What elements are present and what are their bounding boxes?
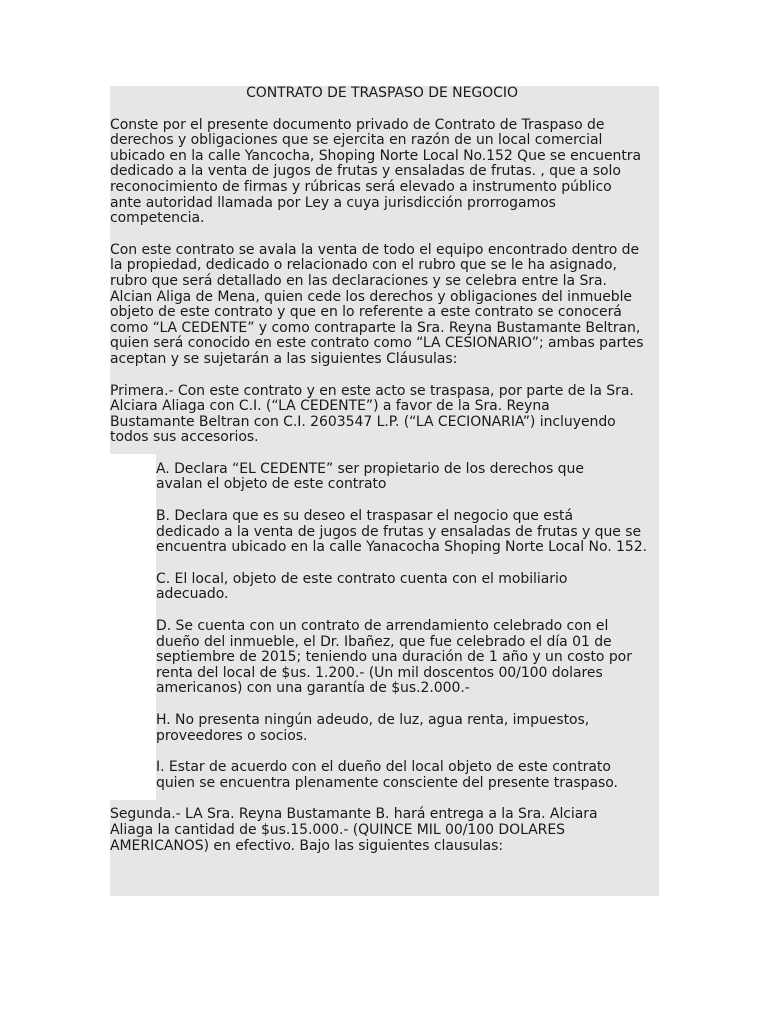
document-body bbox=[110, 86, 664, 870]
list-item: D. Se cuenta con un contrato de arrendamiento celebrado con el dueño del inmueble, el Dr. Ibañez, que fue celebrado el día 01 de septiembre de 2015; teniendo una duración de 1 año y un costo por renta del local de $us. 1.200.- (Un mil doscentos 00/100 dolares americanos) con una garantía de $us.2.000.- bbox=[156, 618, 632, 697]
intro-paragraph: Conste por el presente documento privado de Contrato de Traspaso de derechos y obligaciones que se ejercita en razón de un local comercial ubicado en la calle Yancocha, Shoping Norte Local No.152 Que se encuentra dedicado a la venta de jugos de frutas y ensaladas de frutas. , que a solo reconocimiento de firmas y rúbricas será elevado a instrumento público ante autoridad llamada por Ley a cuya jurisdicción prorrogamos competencia. bbox=[110, 116, 642, 227]
list-item: C. El local, objeto de este contrato cuenta con el mobiliario adecuado. bbox=[156, 570, 568, 603]
document-title: CONTRATO DE TRASPASO DE NEGOCIO bbox=[246, 85, 518, 101]
list-item: A. Declara “EL CEDENTE” ser propietario de los derechos que avalan el objeto de este contrato bbox=[156, 460, 584, 493]
list-item: B. Declara que es su deseo el traspasar el negocio que está dedicado a la venta de jugos de frutas y ensaladas de frutas y que se encuentra ubicado en la calle Yanacocha Shoping Norte Local No. 152. bbox=[156, 508, 647, 556]
list-item: I. Estar de acuerdo con el dueño del local objeto de este contrato quien se encuentra plenamente consciente del presente traspaso. bbox=[156, 759, 618, 791]
declarations-list bbox=[110, 462, 664, 792]
clause-segunda: Segunda.- LA Sra. Reyna Bustamante B. hará entrega a la Sra. Alciara Aliaga la cantidad de $us.15.000.- (QUINCE MIL 00/100 DOLARES AMERICANOS) en efectivo. Bajo las siguientes clausulas: bbox=[110, 806, 598, 854]
list-item: H. No presenta ningún adeudo, de luz, agua renta, impuestos, proveedores o socios. bbox=[156, 712, 590, 744]
clause-primera: Primera.- Con este contrato y en este acto se traspasa, por parte de la Sra. Alciara Aliaga con C.I. (“LA CEDENTE”) a favor de la Sra. Reyna Bustamante Beltran con C.I. 2603547 L.P. (“LA CECIONARIA”) incluyendo todos sus accesorios. bbox=[110, 382, 634, 446]
parties-paragraph: Con este contrato se avala la venta de todo el equipo encontrado dentro de la propiedad, dedicado o relacionado con el rubro que se le ha asignado, rubro que será detallado en las declaraciones y se celebra entre la Sra. Alcian Aliga de Mena, quien cede los derechos y obligaciones del inmueble objeto de este contrato y que en lo referente a este contrato se conocerá como “LA CEDENTE” y como contraparte la Sra. Reyna Bustamante Beltran, quien será conocido en este contrato como “LA CESIONARIO”; ambas partes aceptan y se sujetarán a las siguientes Cláusulas: bbox=[110, 241, 644, 367]
